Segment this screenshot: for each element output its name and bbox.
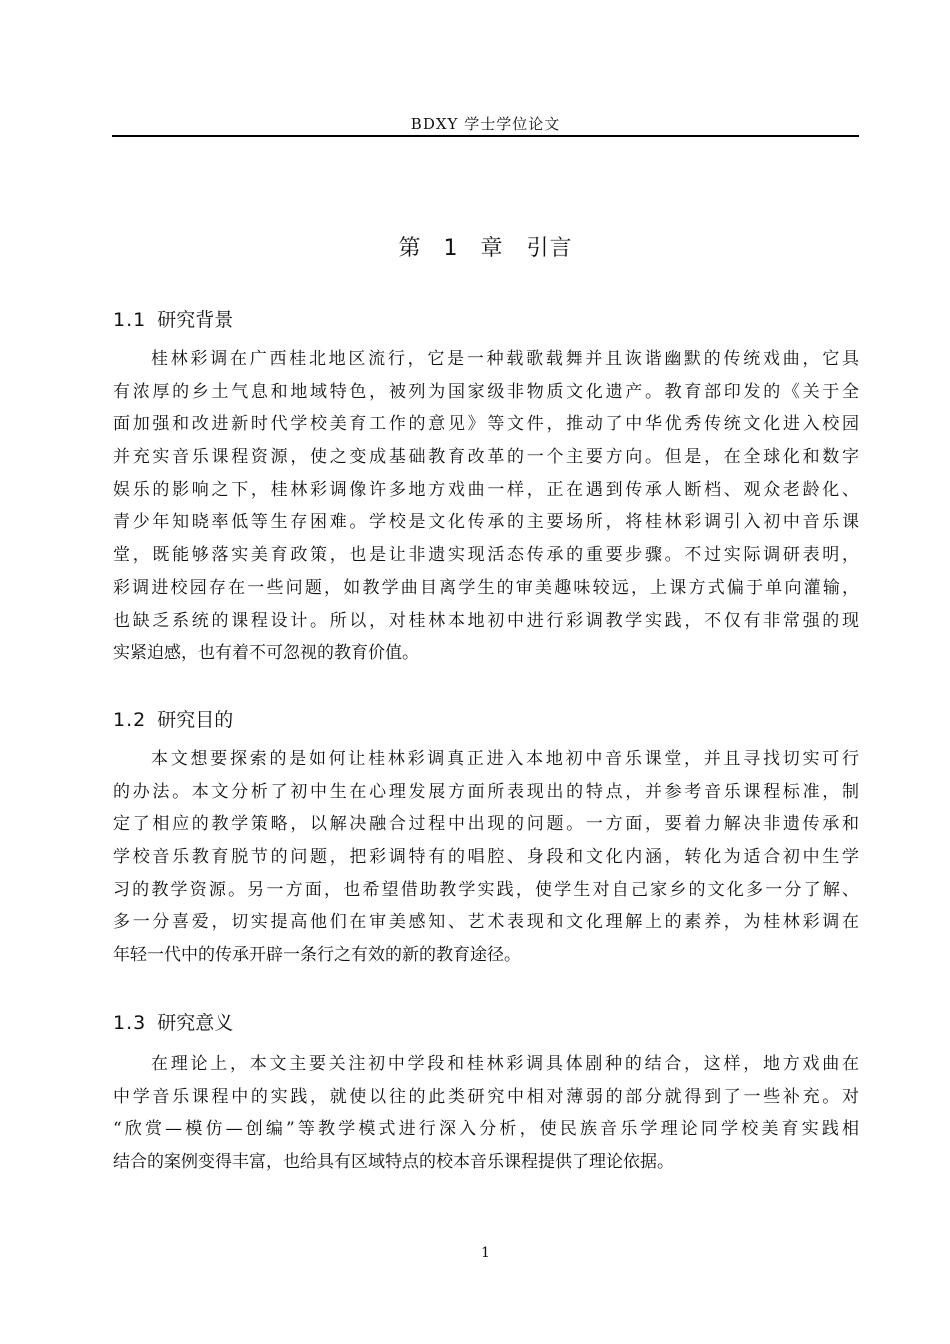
section-heading: [113, 1010, 233, 1036]
paragraph-line: 本文想要探索的是如何让桂林彩调真正进入本地初中音乐课堂，并且寻找切实可行: [151, 749, 859, 769]
paragraph-line: “欣赏—模仿—创编”等教学模式进行深入分析，使民族音乐学理论同学校美育实践相: [113, 1119, 859, 1140]
paragraph: [113, 343, 859, 670]
paragraph-line: 面加强和改进新时代学校美育工作的意见》等文件，推动了中华优秀传统文化进入校园: [113, 414, 859, 435]
section-title: 研究目的: [157, 709, 234, 731]
section-heading: [113, 307, 233, 333]
paragraph-line: 也缺乏系统的课程设计。所以，对桂林本地初中进行彩调教学实践，不仅有非常强的现: [113, 610, 859, 631]
paragraph-line: 桂林彩调在广西桂北地区流行，它是一种载歌载舞并且诙谐幽默的传统戏曲，它具: [151, 349, 859, 369]
header-rule: [112, 135, 859, 137]
paragraph: [113, 743, 859, 972]
section-number: 1.3: [113, 1012, 147, 1034]
paragraph-line: 定了相应的教学策略，以解决融合过程中出现的问题。一方面，要着力解决非遗传承和: [113, 814, 859, 835]
paragraph-line: 有浓厚的乡土气息和地域特色，被列为国家级非物质文化遗产。教育部印发的《关于全: [113, 381, 859, 402]
paragraph-line: 中学音乐课程中的实践，就使以往的此类研究中相对薄弱的部分就得到了一些补充。对: [113, 1086, 859, 1107]
paragraph-line: 多一分喜爱，切实提高他们在审美感知、艺术表现和文化理解上的素养，为桂林彩调在: [113, 912, 859, 933]
page-number: 1: [481, 1245, 490, 1261]
paragraph-line: 习的教学资源。另一方面，也希望借助教学实践，使学生对自己家乡的文化多一分了解、: [113, 879, 859, 900]
paragraph-line: 娱乐的影响之下，桂林彩调像许多地方戏曲一样，正在遇到传承人断档、观众老龄化、: [113, 479, 859, 500]
paragraph-line: 年轻一代中的传承开辟一条行之有效的新的教育途径。: [113, 945, 521, 966]
paragraph-line: 青少年知晓率低等生存困难。学校是文化传承的主要场所，将桂林彩调引入初中音乐课: [113, 512, 859, 533]
paragraph-line: 实紧迫感，也有着不可忽视的教育价值。: [113, 643, 419, 664]
paragraph-line: 的办法。本文分析了初中生在心理发展方面所表现出的特点，并参考音乐课程标准，制: [113, 781, 859, 802]
section-number: 1.2: [113, 709, 147, 731]
paragraph-line: 学校音乐教育脱节的问题，把彩调特有的唱腔、身段和文化内涵，转化为适合初中生学: [113, 847, 859, 868]
paragraph-line: 结合的案例变得丰富，也给具有区域特点的校本音乐课程提供了理论依据。: [113, 1152, 674, 1173]
paragraph-line: 堂，既能够落实美育政策，也是让非遗实现活态传承的重要步骤。不过实际调研表明，: [113, 545, 859, 566]
section-title: 研究意义: [157, 1012, 234, 1034]
section-number: 1.1: [113, 309, 147, 331]
chapter-title: 第 1 章 引言: [398, 236, 573, 261]
section-heading: [113, 707, 233, 733]
paragraph: [113, 1048, 859, 1179]
paragraph-line: 并充实音乐课程资源，使之变成基础教育改革的一个主要方向。但是，在全球化和数字: [113, 447, 859, 468]
running-header: BDXY 学士学位论文: [410, 115, 561, 133]
section-title: 研究背景: [157, 309, 234, 331]
paragraph-line: 彩调进校园存在一些问题，如教学曲目离学生的审美趣味较远，上课方式偏于单向灌输，: [113, 577, 859, 598]
paragraph-line: 在理论上，本文主要关注初中学段和桂林彩调具体剧种的结合，这样，地方戏曲在: [151, 1054, 859, 1074]
